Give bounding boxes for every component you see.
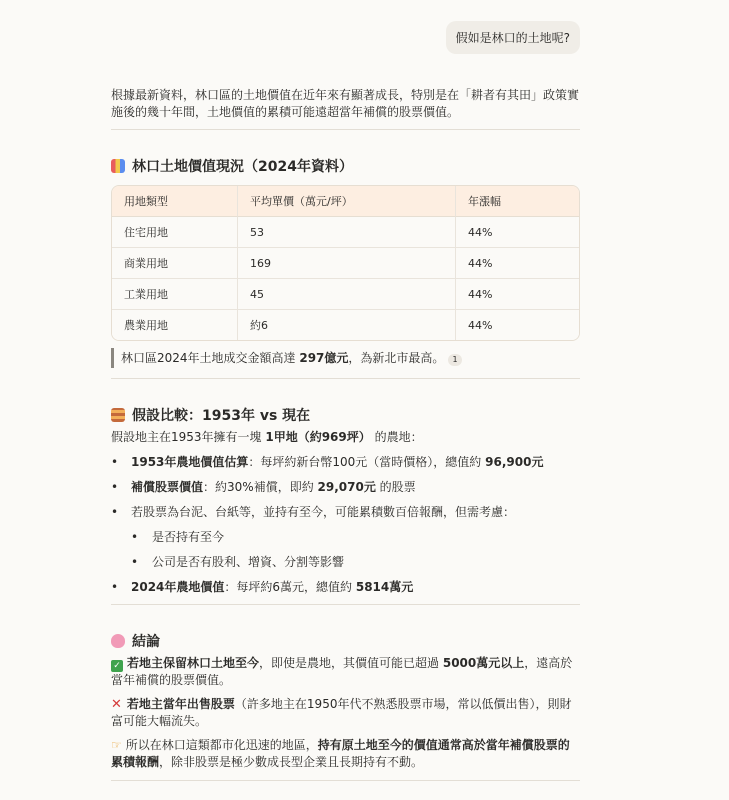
intro-paragraph: 根據最新資料，林口區的土地價值在近年來有顯著成長，特別是在「耕者有其田」政策實施後的幾十年間，土地價值的累積可能遠超當年補償的股票價值。 bbox=[111, 88, 580, 119]
check-icon: ✓ bbox=[111, 660, 123, 672]
table-cell: 169 bbox=[237, 248, 455, 279]
list-item: • 公司是否有股利、增資、分割等影響 bbox=[111, 554, 580, 571]
quote-text: ，為新北市最高。 bbox=[348, 351, 445, 365]
land-value-table bbox=[111, 185, 580, 341]
section-title-text: 林口土地價值現況（2024年資料） bbox=[132, 159, 353, 175]
user-message-bubble bbox=[446, 21, 580, 54]
table-header-cell: 用地類型 bbox=[112, 186, 237, 217]
table-header-row bbox=[112, 186, 579, 217]
table-row bbox=[112, 217, 579, 248]
conclusion-2: ✕ 若地主當年出售股票（許多地主在1950年代不熟悉股票市場，常以低價出售），則財富可能大幅流失。 bbox=[111, 697, 572, 728]
section-title-conclusion bbox=[111, 631, 160, 651]
divider bbox=[111, 129, 580, 130]
quote-bold: 297億元 bbox=[299, 351, 349, 365]
table-cell: 住宅用地 bbox=[112, 217, 237, 248]
list-item: • 若股票為台泥、台紙等，並持有至今，可能累積數百倍報酬，但需考慮： bbox=[111, 504, 580, 521]
table-row bbox=[112, 248, 579, 279]
list-item: • 補償股票價值：約30%補償，即約 29,070元 的股票 bbox=[111, 479, 580, 496]
quote-text: 林口區2024年土地成交金額高達 bbox=[121, 351, 300, 365]
bar-chart-icon bbox=[111, 159, 125, 173]
divider bbox=[111, 604, 580, 605]
land-value-table-wrap bbox=[111, 185, 580, 341]
comparison-list bbox=[111, 454, 580, 596]
table-cell: 44% bbox=[455, 310, 579, 340]
table-cell: 44% bbox=[455, 248, 579, 279]
pointing-hand-icon: ☞ bbox=[111, 738, 122, 752]
table-cell: 商業用地 bbox=[112, 248, 237, 279]
table-row bbox=[112, 279, 579, 310]
table-header-cell: 年漲幅 bbox=[455, 186, 579, 217]
cross-icon: ✕ bbox=[111, 697, 122, 712]
list-item: • 2024年農地價值：每坪約6萬元，總值約 5814萬元 bbox=[111, 579, 580, 596]
table-cell: 53 bbox=[237, 217, 455, 248]
table-cell: 工業用地 bbox=[112, 279, 237, 310]
section-title-text: 結論 bbox=[132, 634, 160, 650]
brain-icon bbox=[111, 634, 125, 648]
conclusion-3: ☞ 所以在林口這類都市化迅速的地區，持有原土地至今的價值通常高於當年補償股票的累積報酬，除非股票是極少數成長型企業且長期持有不動。 bbox=[111, 738, 570, 769]
divider bbox=[111, 780, 580, 781]
list-item: • 1953年農地價值估算：每坪約新台幣100元（當時價格），總值約 96,900元 bbox=[111, 454, 580, 471]
section-title-comparison bbox=[111, 405, 310, 425]
conclusion-1: ✓ 若地主保留林口土地至今，即使是農地，其價值可能已超過 5000萬元以上，遠高於當年補償的股票價值。 bbox=[111, 656, 573, 687]
table-cell: 農業用地 bbox=[112, 310, 237, 340]
table-cell: 45 bbox=[237, 279, 455, 310]
table-cell: 44% bbox=[455, 217, 579, 248]
section-title-land-value bbox=[111, 156, 353, 176]
comparison-intro: 假設地主在1953年擁有一塊 1甲地（約969坪） 的農地： bbox=[111, 430, 423, 444]
list-item: • 是否持有至今 bbox=[111, 529, 580, 546]
user-message-text: 假如是林口的土地呢? bbox=[455, 31, 570, 45]
table-header-cell: 平均單價（萬元/坪） bbox=[237, 186, 455, 217]
abacus-icon bbox=[111, 408, 125, 422]
table-cell: 約6 bbox=[237, 310, 455, 340]
divider bbox=[111, 378, 580, 379]
table-row bbox=[112, 310, 579, 340]
table-cell: 44% bbox=[455, 279, 579, 310]
citation-badge[interactable]: 1 bbox=[448, 354, 461, 366]
blockquote bbox=[111, 348, 579, 368]
section-title-text: 假設比較：1953年 vs 現在 bbox=[132, 408, 311, 424]
